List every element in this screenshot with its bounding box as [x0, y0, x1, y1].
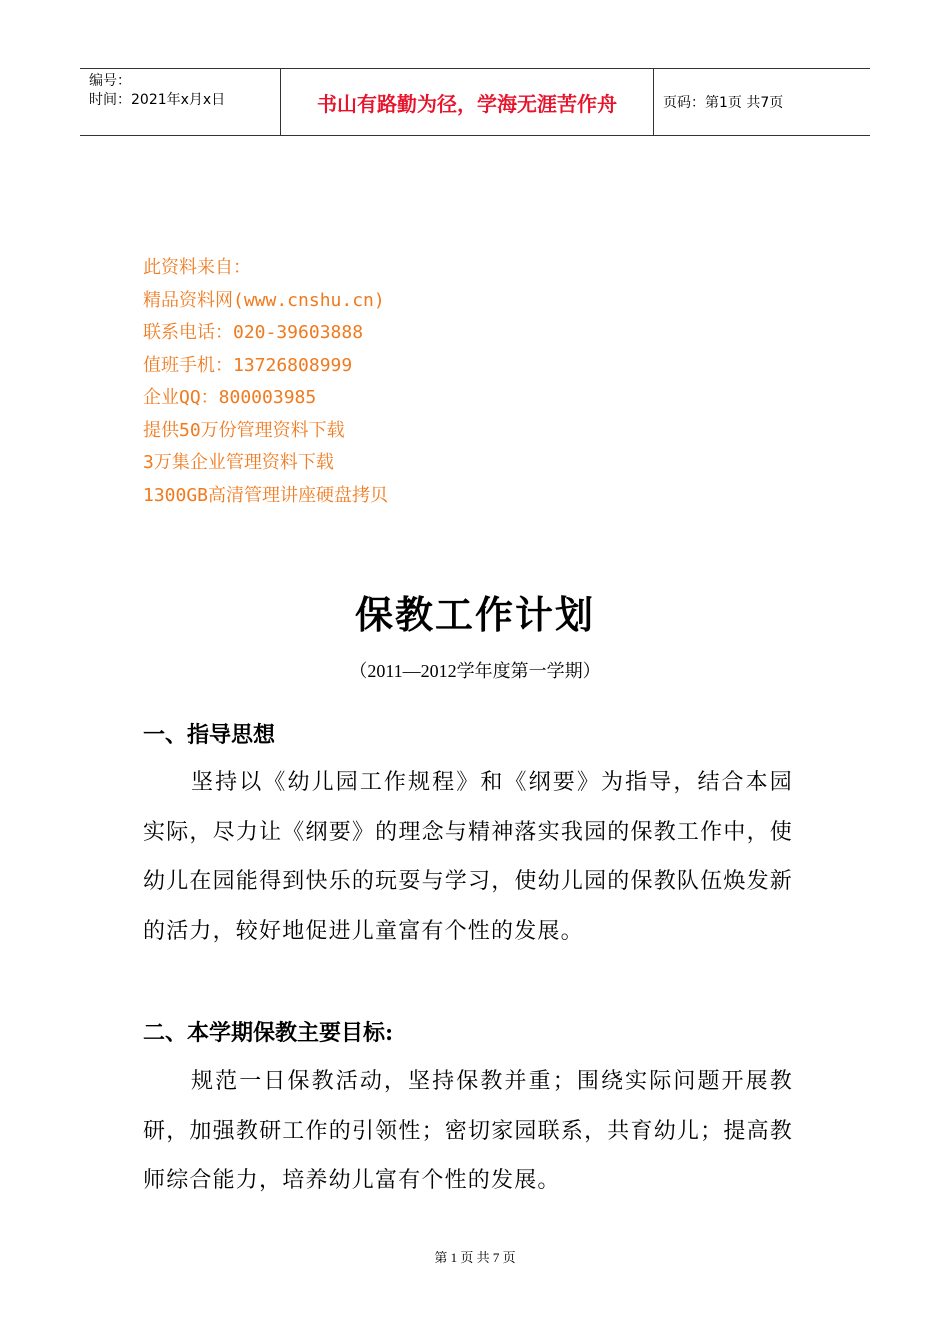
header-motto: 书山有路勤为径，学海无涯苦作舟 — [281, 69, 654, 135]
header-page-info: 页码：第1页 共7页 — [663, 95, 784, 111]
header-meta-cell — [80, 69, 281, 135]
source-line: 3万集企业管理资料下载 — [143, 452, 334, 473]
source-line: 联系电话：020-39603888 — [143, 322, 364, 343]
section-heading-main-goals: 二、本学期保教主要目标: — [143, 1020, 394, 1046]
source-line: 提供50万份管理资料下载 — [143, 419, 345, 441]
source-line[interactable]: 精品资料网(www.cnshu.cn) — [143, 289, 385, 311]
page-footer: 第 1 页 共 7 页 — [434, 1250, 516, 1265]
section-heading-guiding-thought: 一、指导思想 — [143, 722, 276, 748]
section-paragraph-guiding-thought: 坚持以《幼儿园工作规程》和《纲要》为指导，结合本园实际，尽力让《纲要》的理念与精神落实我园的保教工作中，使幼儿在园能得到快乐的玩耍与学习，使幼儿园的保教队伍焕发新的活力，较好地促进儿童富有个性的发展。 — [143, 770, 793, 944]
source-line: 值班手机：13726808999 — [143, 354, 353, 376]
document-subtitle: （2011—2012学年度第一学期） — [349, 661, 601, 681]
source-line: 企业QQ：800003985 — [143, 387, 317, 408]
document-title: 保教工作计划 — [354, 592, 595, 637]
time-label: 时间：2021年x月x日 — [89, 92, 226, 108]
source-line: 此资料来自： — [143, 257, 251, 278]
number-label: 编号： — [89, 73, 131, 89]
source-line: 1300GB高清管理讲座硬盘拷贝 — [143, 484, 389, 506]
header-table — [80, 68, 870, 136]
source-info-block — [143, 252, 388, 512]
section-paragraph-main-goals: 规范一日保教活动，坚持保教并重；围绕实际问题开展教研，加强教研工作的引领性；密切家园联系，共育幼儿；提高教师综合能力，培养幼儿富有个性的发展。 — [143, 1069, 793, 1193]
